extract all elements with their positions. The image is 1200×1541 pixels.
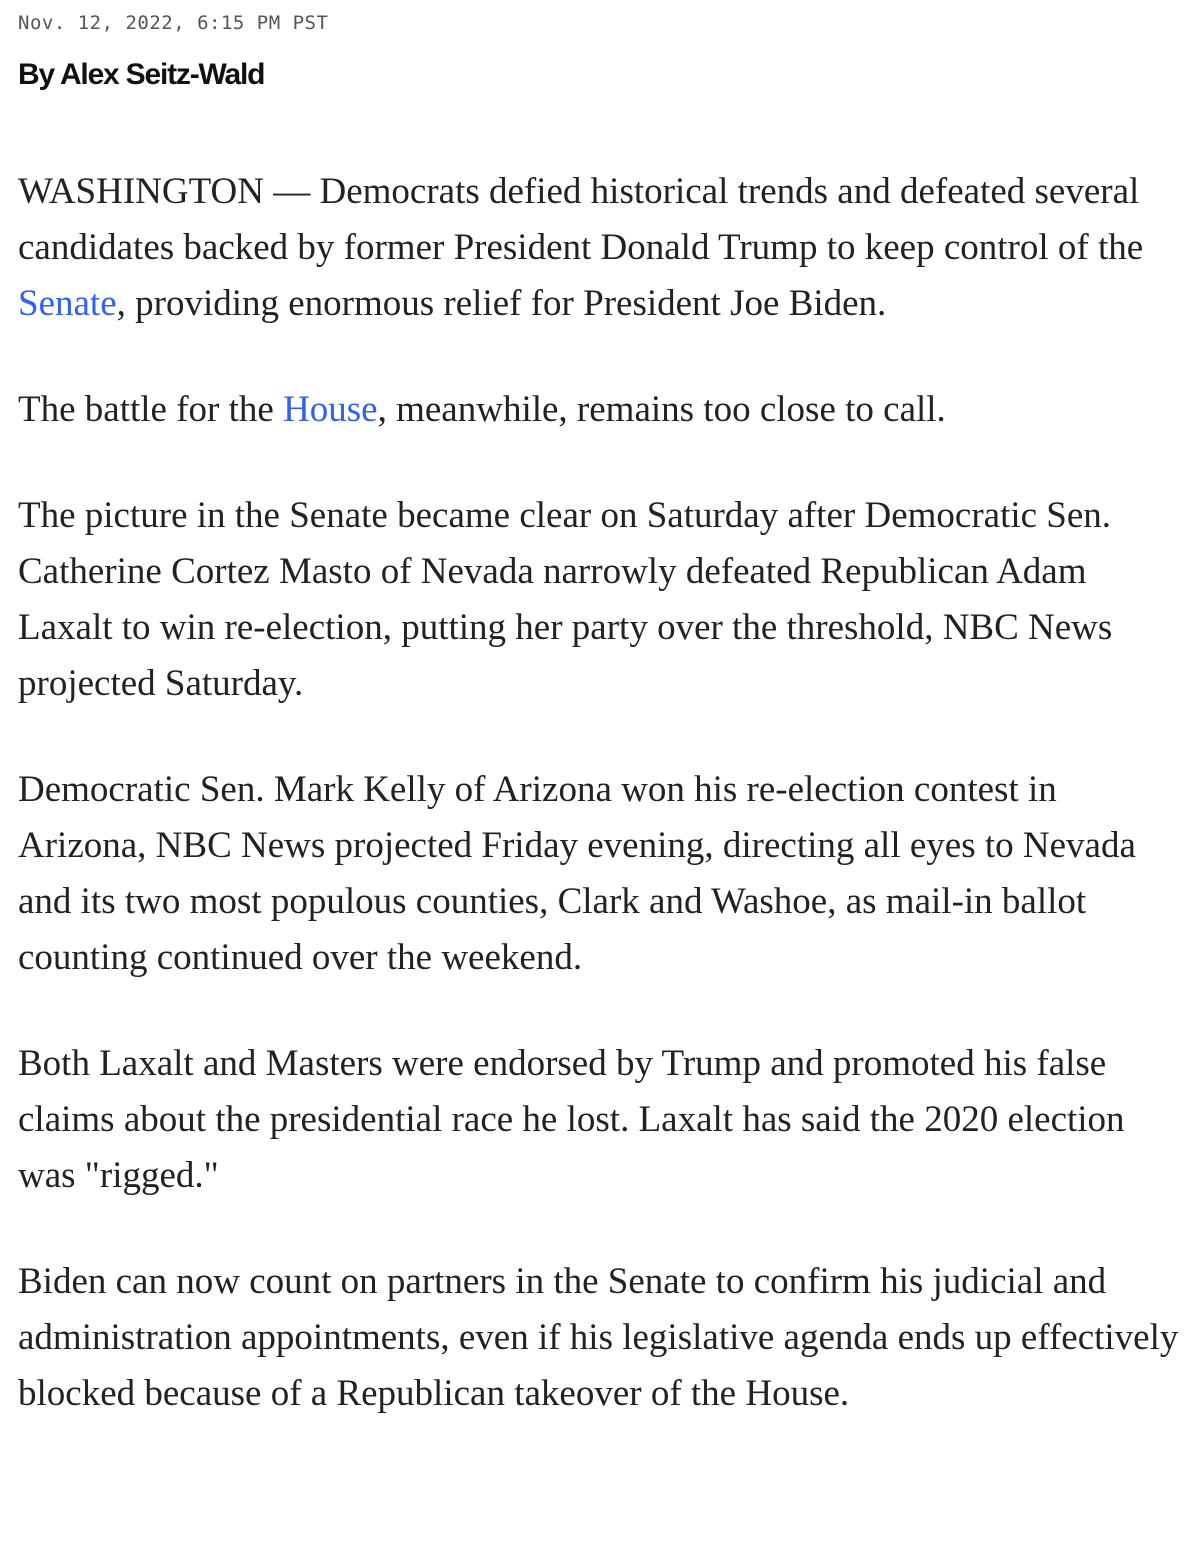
house-link[interactable]: House [283,389,378,430]
article-timestamp: Nov. 12, 2022, 6:15 PM PST [18,12,329,34]
article-byline[interactable]: By Alex Seitz-Wald [18,58,265,91]
paragraph-5: Both Laxalt and Masters were endorsed by Trump and promoted his false claims about the presidential race he lost. Laxalt has said the 2020 election was "rigged." [18,1043,1125,1196]
paragraph-2-text-after: , meanwhile, remains too close to call. [377,389,946,430]
article-body [18,164,1188,1472]
paragraph-1-text-after: , providing enormous relief for President Joe Biden. [116,283,887,324]
paragraph-2-text-before: The battle for the [18,389,284,430]
paragraph-1 [18,164,1188,332]
paragraph-1-text-before: WASHINGTON — Democrats defied historical trends and defeated several candidates backed by former President Donald Trump to keep control of the [18,171,1144,268]
senate-link[interactable]: Senate [18,283,117,324]
paragraph-3: The picture in the Senate became clear on Saturday after Democratic Sen. Catherine Cortez Masto of Nevada narrowly defeated Republican Adam Laxalt to win re-election, putting her party over the threshold, NBC News projected Saturday. [18,495,1113,704]
paragraph-6: Biden can now count on partners in the Senate to confirm his judicial and administration appointments, even if his legislative agenda ends up effectively blocked because of a Republican takeover of the House. [18,1261,1179,1414]
paragraph-2 [18,382,1188,438]
paragraph-4: Democratic Sen. Mark Kelly of Arizona won his re-election contest in Arizona, NBC News projected Friday evening, directing all eyes to Nevada and its two most populous counties, Clark and Washoe, as mail-in ballot counting continued over the weekend. [18,769,1136,978]
